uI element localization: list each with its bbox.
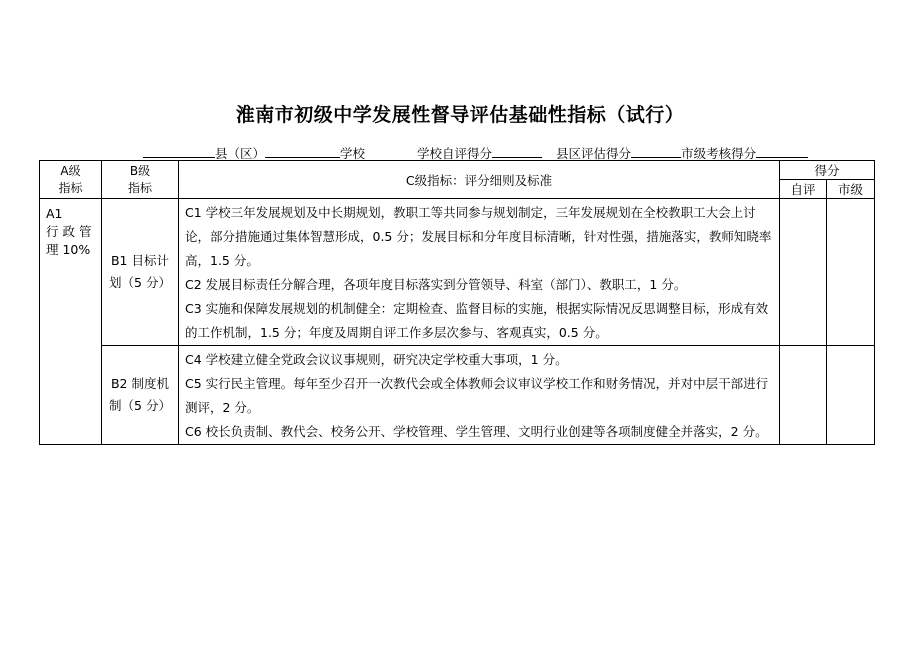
school-blank[interactable] [265, 146, 340, 158]
a1-name-line2: 理 10% [46, 242, 91, 257]
self-score-label: 学校自评得分 [417, 146, 493, 161]
header-score: 得分 [780, 161, 875, 180]
county-blank[interactable] [143, 146, 215, 158]
school-label: 学校 [340, 146, 366, 161]
b1-self-score-cell[interactable] [780, 199, 827, 346]
b1-city-score-cell[interactable] [827, 199, 875, 346]
criterion-c2: C2 发展目标责任分解合理，各项年度目标落实到分管领导、科室（部门）、教职工，1 分。 [185, 277, 687, 292]
county-score-label: 县区评估得分 [556, 146, 632, 161]
criterion-c5: C5 实行民主管理。每年至少召开一次教代会或全体教师会议审议学校工作和财务情况，并对中层干部进行测评，2 分。 [185, 376, 769, 415]
b1-criteria-cell [179, 199, 780, 346]
self-score-blank[interactable] [492, 146, 542, 158]
header-self-eval: 自评 [780, 180, 827, 199]
criterion-c6: C6 校长负责制、教代会、校务公开、学校管理、学生管理、文明行业创建等各项制度健全并落实，2 分。 [185, 424, 768, 439]
city-score-blank[interactable] [756, 146, 808, 158]
header-b-level: B级 指标 [102, 161, 179, 199]
b2-self-score-cell[interactable] [780, 346, 827, 445]
header-city-eval: 市级 [827, 180, 875, 199]
city-score-label: 市级考核得分 [681, 146, 757, 161]
county-label: 县（区） [215, 146, 266, 161]
criterion-c1: C1 学校三年发展规划及中长期规划，教职工等共同参与规划制定，三年发展规划在全校教职工大会上讨论，部分措施通过集体智慧形成，0.5 分；发展目标和分年度目标清晰，针对性强，措施落实，教师知晓率高，1.5 分。 [185, 205, 772, 268]
document-title: 淮南市初级中学发展性督导评估基础性指标（试行） [235, 104, 685, 126]
header-c-indicator: C级指标：评分细则及标准 [179, 161, 780, 199]
b2-city-score-cell[interactable] [827, 346, 875, 445]
county-score-blank[interactable] [631, 146, 681, 158]
b1-indicator-cell: B1 目标计 划（5 分） [102, 199, 179, 346]
criterion-c4: C4 学校建立健全党政会议议事规则，研究决定学校重大事项，1 分。 [185, 352, 568, 367]
a1-name-line1: 行 政 管 [46, 224, 92, 239]
b2-criteria-cell [179, 346, 780, 445]
header-a-level: A级 指标 [40, 161, 102, 199]
criterion-c3: C3 实施和保障发展规划的机制健全：定期检查、监督目标的实施，根据实际情况反思调整目标，形成有效的工作机制，1.5 分；年度及周期自评工作多层次参与、客观真实，0.5 分。 [185, 301, 769, 340]
b2-indicator-cell: B2 制度机 制（5 分） [102, 346, 179, 445]
indicator-table [39, 160, 875, 445]
a1-indicator-cell [40, 199, 102, 445]
a1-code: A1 [46, 206, 63, 221]
